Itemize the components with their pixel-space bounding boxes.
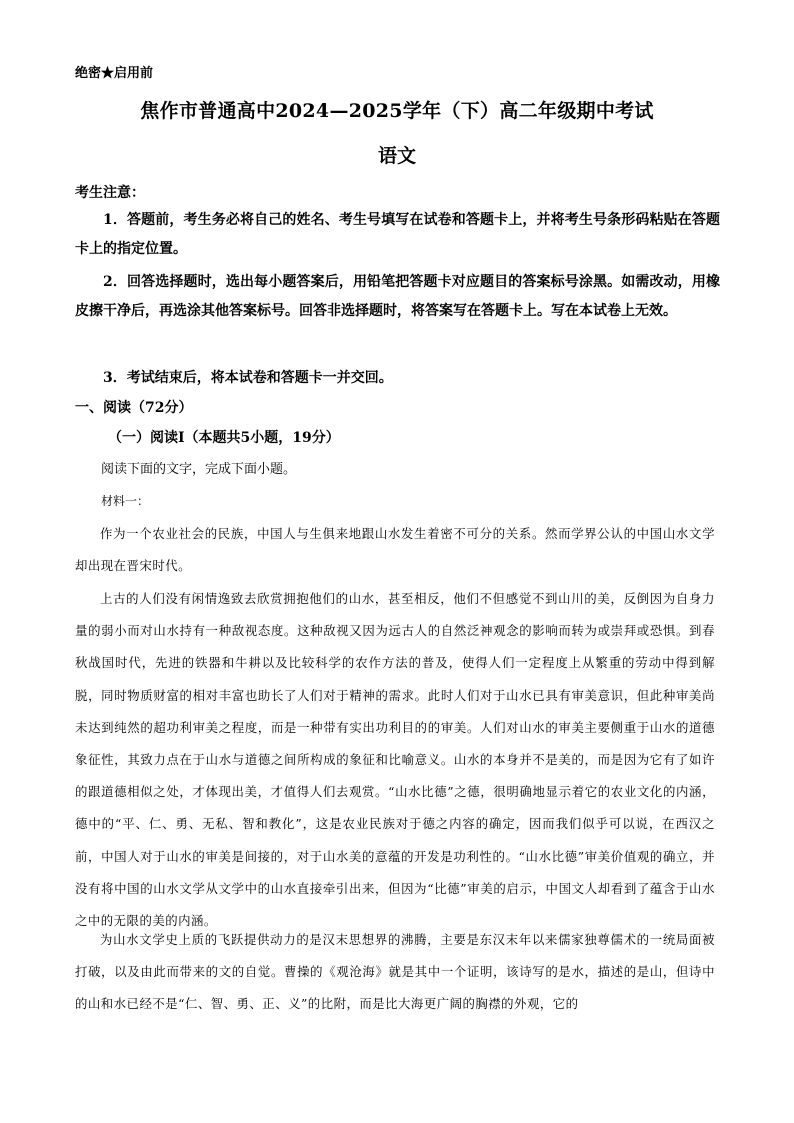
confidential-mark: 绝密★启用前 bbox=[75, 66, 154, 81]
paragraph-1: 作为一个农业社会的民族，中国人与生俱来地跟山水发生着密不可分的关系。然而学界公认的中国山水文学却出现在晋宋时代。 bbox=[75, 526, 715, 574]
notice-item-3: 3．考试结束后，将本试卷和答题卡一并交回。 bbox=[103, 370, 393, 386]
notice-item-2: 2．回答选择题时，选出每小题答案后，用铅笔把答题卡对应题目的答案标号涂黑。如需改动，用橡皮擦干净后，再选涂其他答案标号。回答非选择题时，将答案写在答题卡上。写在本试卷上无效。 bbox=[75, 274, 720, 319]
paragraph-2: 上古的人们没有闲情逸致去欣赏拥抱他们的山水，甚至相反，他们不但感觉不到山川的美，反倒因为自身力量的弱小而对山水持有一种敌视态度。这种敌视又因为远古人的自然泛神观念的影响而转为或崇拜或恐惧。到春秋战国时代，先进的铁器和牛耕以及比较科学的农作方法的普及，使得人们一定程度上从繁重的劳动中得到解脱，同时物质财富的相对丰富也助长了人们对于精神的需求。此时人们对于山水已具有审美意识，但此种审美尚未达到纯然的超功利审美之程度，而是一种带有实出功利目的的审美。人们对山水的审美主要侧重于山水的道德象征性，其致力点在于山水与道德之间所构成的象征和比喻意义。山水的本身并不是美的，而是因为它有了如许的跟道德相似之处，才体现出美，才值得人们去观赏。“山水比德”之德，很明确地显示着它的农业文化的内涵，德中的“平、仁、勇、无私、智和教化”，这是农业民族对于德之内容的确定，因而我们似乎可以说，在西汉之前，中国人对于山水的审美是间接的，对于山水美的意蕴的开发是功利性的。“山水比德”审美价值观的确立，并没有将中国的山水文学从文学中的山水直接牵引出来，但因为“比德”审美的启示，中国文人却看到了蕴含于山水之中的无限的美的内涵。 bbox=[75, 591, 715, 929]
paragraph-3: 为山水文学史上质的飞跃提供动力的是汉末思想界的沸腾，主要是东汉末年以来儒家独尊儒术的一统局面被打破，以及由此而带来的文的自觉。曹操的《观沧海》就是其中一个证明，该诗写的是水，描述的是山，但诗中的山和水已经不是“仁、智、勇、正、义”的比附，而是比大海更广阔的胸襟的外观，它的 bbox=[75, 932, 715, 1012]
reading-instruction: 阅读下面的文字，完成下面小题。 bbox=[101, 462, 297, 477]
subsection-heading: （一）阅读Ⅰ（本题共5小题，19分） bbox=[108, 430, 340, 446]
notice-item-1: 1．答题前，考生务必将自己的姓名、考生号填写在试卷和答题卡上，并将考生号条形码粘贴在答题卡上的指定位置。 bbox=[75, 212, 720, 257]
material-label: 材料一： bbox=[101, 494, 150, 508]
notice-heading: 考生注意： bbox=[75, 185, 145, 201]
exam-title: 焦作市普通高中2024—2025学年（下）高二年级期中考试 bbox=[140, 100, 654, 122]
section-heading: 一、阅读（72分） bbox=[75, 400, 193, 416]
subject-title: 语文 bbox=[377, 145, 416, 167]
